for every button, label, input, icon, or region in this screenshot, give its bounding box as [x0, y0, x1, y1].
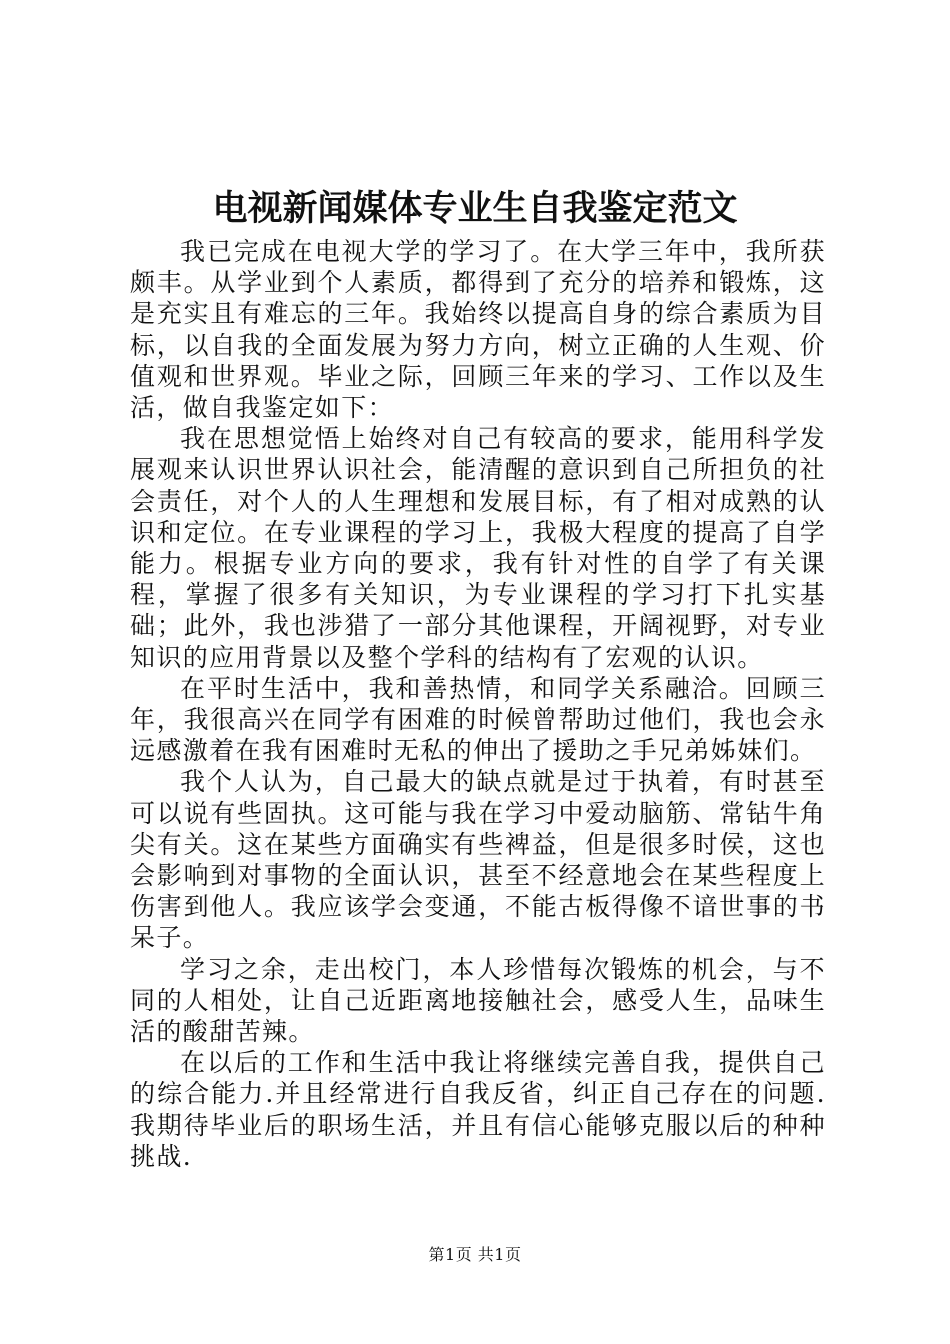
paragraph-future: 在以后的工作和生活中我让将继续完善自我，提供自己的综合能力.并且经常进行自我反省，纠正自己存在的问题.我期待毕业后的职场生活，并且有信心能够克服以后的种种挑战.: [130, 1048, 826, 1171]
paragraph-daily-life: 在平时生活中，我和善热情，和同学关系融洽。回顾三年，我很高兴在同学有困难的时候曾帮助过他们，我也会永远感激着在我有困难时无私的伸出了援助之手兄弟姊妹们。: [130, 673, 826, 766]
paragraph-intro: 我已完成在电视大学的学习了。在大学三年中，我所获颇丰。从学业到个人素质，都得到了充分的培养和锻炼，这是充实且有难忘的三年。我始终以提高自身的综合素质为目标，以自我的全面发展为努力方向，树立正确的人生观、价值观和世界观。毕业之际，回顾三年来的学习、工作以及生活，做自我鉴定如下：: [130, 237, 826, 423]
document-body: [130, 236, 826, 1172]
paragraph-thought-and-study: 我在思想觉悟上始终对自己有较高的要求，能用科学发展观来认识世界认识社会，能清醒的意识到自己所担负的社会责任，对个人的人生理想和发展目标，有了相对成熟的认识和定位。在专业课程的学习上，我极大程度的提高了自学能力。根据专业方向的要求，我有针对性的自学了有关课程，掌握了很多有关知识，为专业课程的学习打下扎实基础；此外，我也涉猎了一部分其他课程，开阔视野，对专业知识的应用背景以及整个学科的结构有了宏观的认识。: [130, 424, 826, 672]
page-number-footer: 第1页 共1页: [428, 1245, 522, 1264]
paragraph-shortcomings: 我个人认为，自己最大的缺点就是过于执着，有时甚至可以说有些固执。这可能与我在学习中爱动脑筋、常钻牛角尖有关。这在某些方面确实有些裨益，但是很多时侯，这也会影响到对事物的全面认识，甚至不经意地会在某些程度上伤害到他人。我应该学会变通，不能古板得像不谙世事的书呆子。: [130, 767, 826, 953]
document-title: 电视新闻媒体专业生自我鉴定范文: [212, 189, 738, 229]
paragraph-social-practice: 学习之余，走出校门，本人珍惜每次锻炼的机会，与不同的人相处，让自己近距离地接触社会，感受人生，品味生活的酸甜苦辣。: [130, 954, 826, 1047]
